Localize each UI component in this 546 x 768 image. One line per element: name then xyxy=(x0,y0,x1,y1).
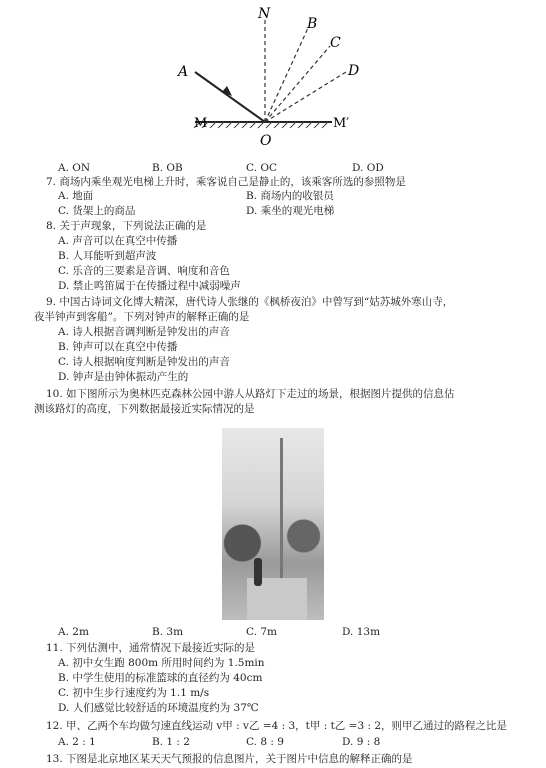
q6-option-c: C. OC xyxy=(246,162,277,174)
q10-stem-line2: 测该路灯的高度，下列数据最接近实际情况的是 xyxy=(34,403,255,415)
ray-OB xyxy=(265,28,308,122)
q11-option-c: C. 初中生步行速度约为 1.1 m/s xyxy=(58,687,210,699)
q12-option-d: D. 9 : 8 xyxy=(342,736,381,748)
reflection-diagram xyxy=(150,0,400,160)
q9-option-d: D. 钟声是由钟体振动产生的 xyxy=(58,371,189,383)
q11-stem: 11. 下列估测中，通常情况下最接近实际的是 xyxy=(46,642,256,654)
q11-option-d: D. 人们感觉比较舒适的环境温度约为 37℃ xyxy=(58,702,259,714)
q11-option-b: B. 中学生使用的标准篮球的直径约为 40cm xyxy=(58,672,263,684)
q8-stem: 8. 关于声现象，下列说法正确的是 xyxy=(46,220,207,232)
label-B: B xyxy=(307,16,318,32)
q9-option-c: C. 诗人根据响度判断是钟发出的声音 xyxy=(58,356,230,368)
label-O: O xyxy=(260,133,272,149)
q8-option-c: C. 乐音的三要素是音调、响度和音色 xyxy=(58,265,230,277)
q10-option-c: C. 7m xyxy=(246,626,277,638)
q6-option-b: B. OB xyxy=(152,162,183,174)
q7-stem: 7. 商场内乘坐观光电梯上升时，乘客说自己是静止的，该乘客所选的参照物是 xyxy=(46,176,406,188)
streetlight-photo xyxy=(222,428,324,620)
incident-ray xyxy=(195,72,265,122)
q10-option-b: B. 3m xyxy=(152,626,184,638)
label-N: N xyxy=(258,6,271,22)
q6-option-a: A. ON xyxy=(58,162,91,174)
q8-option-a: A. 声音可以在真空中传播 xyxy=(58,235,178,247)
q7-option-a: A. 地面 xyxy=(58,190,94,202)
q6-option-d: D. OD xyxy=(352,162,384,174)
pedestrian xyxy=(254,558,262,586)
q10-option-a: A. 2m xyxy=(58,626,89,638)
q7-option-d: D. 乘坐的观光电梯 xyxy=(246,205,335,217)
q9-option-b: B. 钟声可以在真空中传播 xyxy=(58,341,178,353)
q7-option-b: B. 商场内的收银员 xyxy=(246,190,334,202)
q13-stem: 13. 下图是北京地区某天天气预报的信息图片，关于图片中信息的解释正确的是 xyxy=(46,753,413,765)
q12-option-b: B. 1 : 2 xyxy=(152,736,190,748)
trees xyxy=(222,508,324,578)
ray-OD xyxy=(265,72,346,122)
q7-option-c: C. 货架上的商品 xyxy=(58,205,136,217)
q8-option-b: B. 人耳能听到超声波 xyxy=(58,250,157,262)
q9-option-a: A. 诗人根据音调判断是钟发出的声音 xyxy=(58,326,230,338)
q12-stem: 12. 甲、乙两个车均做匀速直线运动 v甲 : v乙 =4 : 3，t甲 : t乙 =3 : 2，则甲乙通过的路程之比是 xyxy=(46,720,508,732)
q10-option-d: D. 13m xyxy=(342,626,381,638)
label-M: M xyxy=(194,116,208,131)
q9-stem-line1: 9. 中国古诗词文化博大精深，唐代诗人张继的《枫桥夜泊》中曾写到“姑苏城外寒山寺， xyxy=(46,296,454,308)
label-M-prime: M′ xyxy=(333,116,350,131)
label-C: C xyxy=(330,35,341,51)
q8-option-d: D. 禁止鸣笛属于在传播过程中减弱噪声 xyxy=(58,280,241,292)
q12-option-a: A. 2 : 1 xyxy=(58,736,96,748)
label-A: A xyxy=(178,64,189,80)
q10-stem-line1: 10. 如下图所示为奥林匹克森林公园中游人从路灯下走过的场景，根据图片提供的信息估 xyxy=(46,388,455,400)
label-D: D xyxy=(348,63,360,79)
q12-option-c: C. 8 : 9 xyxy=(246,736,284,748)
q9-stem-line2: 夜半钟声到客船”。下列对钟声的解释正确的是 xyxy=(34,311,250,323)
ray-OC xyxy=(265,46,330,122)
q11-option-a: A. 初中女生跑 800m 所用时间约为 1.5min xyxy=(58,657,265,669)
